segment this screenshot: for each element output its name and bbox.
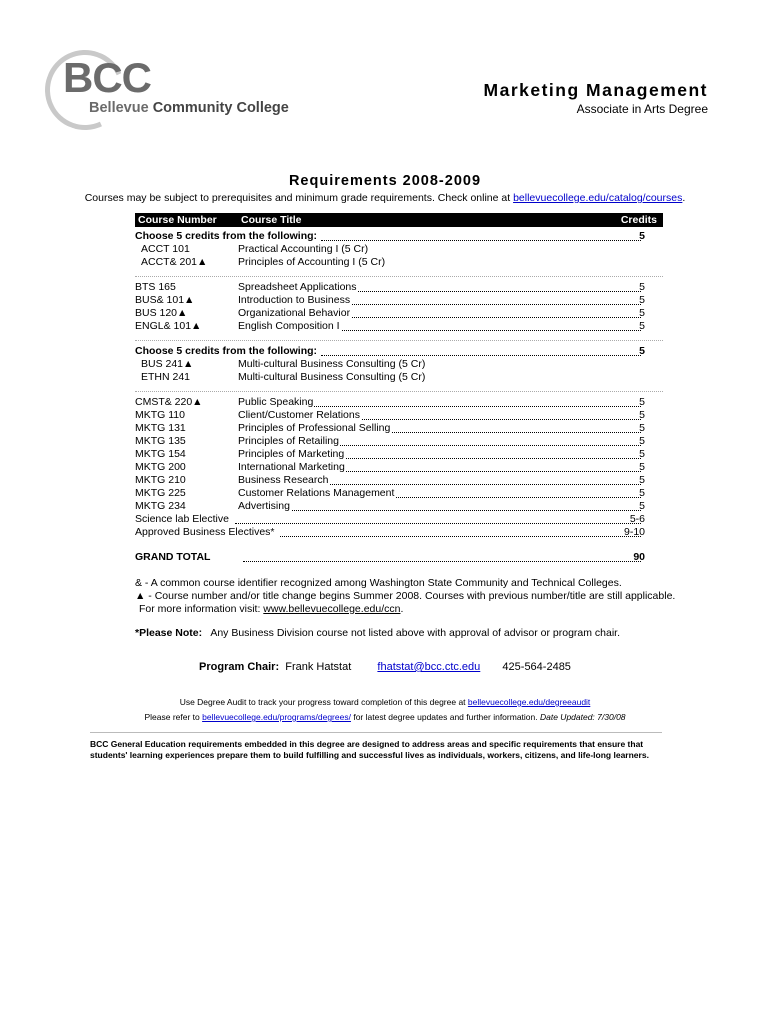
course-credits: 5: [639, 487, 645, 499]
course-title: Principles of Accounting I (5 Cr): [238, 256, 386, 268]
page-subtitle: Associate in Arts Degree: [576, 102, 708, 116]
table-row: [135, 409, 645, 422]
choose-group-2: [135, 345, 645, 358]
header-credits: Credits: [620, 214, 657, 226]
table-row: [135, 435, 645, 448]
refer-suffix: for latest degree updates and further information.: [350, 712, 540, 722]
course-title: Introduction to Business: [238, 294, 351, 306]
grand-total-credits: 90: [633, 551, 645, 563]
course-title: Organizational Behavior: [238, 307, 351, 319]
degree-audit-link[interactable]: bellevuecollege.edu/degreeaudit: [467, 697, 591, 707]
course-code: MKTG 234: [135, 500, 186, 512]
degree-audit-text: Use Degree Audit to track your progress toward completion of this degree at: [179, 697, 468, 707]
group-credits: 5: [639, 345, 645, 357]
table-row: [135, 487, 645, 500]
course-title: Client/Customer Relations: [238, 409, 360, 421]
requirements-note-text: Courses may be subject to prerequisites and minimum grade requirements. Check online at: [84, 192, 514, 204]
please-note-label: *Please Note:: [135, 627, 203, 639]
divider: [135, 340, 663, 341]
course-code: ACCT 101: [141, 243, 190, 255]
logo-college-suffix: Community College: [152, 100, 289, 116]
elective-credits: 9-10: [623, 526, 645, 538]
course-code: MKTG 131: [135, 422, 186, 434]
course-title: Customer Relations Management: [238, 487, 395, 499]
course-title: English Composition I: [238, 320, 340, 332]
table-row: [135, 461, 645, 474]
divider: [135, 276, 663, 277]
course-title: Principles of Retailing: [238, 435, 339, 447]
elective-label: Approved Business Electives*: [135, 526, 275, 538]
table-row: [135, 256, 645, 269]
course-code: MKTG 110: [135, 409, 185, 421]
course-title: Spreadsheet Applications: [238, 281, 357, 293]
divider: [90, 732, 662, 733]
course-code: BUS 120▲: [135, 307, 188, 319]
table-row: [135, 307, 645, 320]
course-code: ACCT& 201▲: [141, 256, 208, 268]
table-row: [135, 448, 645, 461]
logo-abbr: BCC: [63, 54, 151, 101]
grand-total-row: [135, 551, 645, 564]
course-title: Public Speaking: [238, 396, 314, 408]
header-course-number: Course Number: [138, 214, 217, 226]
table-row: [135, 474, 645, 487]
course-credits: 5: [639, 396, 645, 408]
course-credits: 5: [639, 409, 645, 421]
catalog-link[interactable]: bellevuecollege.edu/catalog/courses: [513, 192, 683, 204]
ccn-info: [139, 603, 403, 615]
course-code: BTS 165: [135, 281, 176, 293]
course-credits: 5: [639, 435, 645, 447]
course-code: BUS 241▲: [141, 358, 194, 370]
table-row: [135, 320, 645, 333]
table-row: [135, 371, 645, 384]
table-row: [135, 500, 645, 513]
course-code: ETHN 241: [141, 371, 191, 383]
course-code: CMST& 220▲: [135, 396, 203, 408]
college-logo: [45, 50, 305, 130]
grand-total-label: GRAND TOTAL: [135, 551, 211, 563]
triangle-legend: ▲ - Course number and/or title change begins Summer 2008. Courses with previous number/title are still applicable.: [135, 590, 676, 602]
general-education-note: BCC General Education requirements embedded in this degree are designed to address areas and specific requirements that ensure that students' learning experiences prepare them to build fulfilling and successful lives as individuals, workers, citizens, and life-long learners.: [90, 739, 649, 760]
elective-row: [135, 526, 645, 539]
course-credits: 5: [639, 448, 645, 460]
choose-label: Choose 5 credits from the following:: [135, 345, 318, 357]
refer-text: Please refer to: [144, 712, 203, 722]
course-title: Business Research: [238, 474, 329, 486]
date-updated: Date Updated: 7/30/08: [539, 712, 626, 722]
requirements-note: [0, 192, 770, 204]
ccn-info-suffix: .: [400, 603, 404, 615]
group-credits: 5: [639, 230, 645, 242]
course-credits: 5: [639, 461, 645, 473]
course-title: Principles of Professional Selling: [238, 422, 391, 434]
course-title: Practical Accounting I (5 Cr): [238, 243, 369, 255]
course-code: MKTG 154: [135, 448, 186, 460]
degrees-link[interactable]: bellevuecollege.edu/programs/degrees/: [202, 712, 351, 722]
course-credits: 5: [639, 307, 645, 319]
table-row: [135, 281, 645, 294]
table-header: [135, 213, 663, 227]
table-row: [135, 396, 645, 409]
please-note: [135, 627, 620, 639]
course-code: MKTG 225: [135, 487, 186, 499]
course-code: ENGL& 101▲: [135, 320, 202, 332]
logo-college-prefix: Bellevue: [89, 100, 149, 116]
course-credits: 5: [639, 474, 645, 486]
course-code: BUS& 101▲: [135, 294, 195, 306]
table-row: [135, 358, 645, 371]
chair-phone: 425-564-2485: [502, 661, 571, 673]
elective-credits: 5-6: [629, 513, 645, 525]
course-credits: 5: [639, 320, 645, 332]
degree-audit-note: [0, 697, 770, 707]
divider: [135, 391, 663, 392]
course-credits: 5: [639, 281, 645, 293]
course-title: Multi-cultural Business Consulting (5 Cr): [238, 371, 426, 383]
table-row: [135, 243, 645, 256]
table-row: [135, 294, 645, 307]
chair-name: Frank Hatstat: [285, 661, 352, 673]
choose-label: Choose 5 credits from the following:: [135, 230, 318, 242]
elective-row: [135, 513, 645, 526]
ccn-link[interactable]: www.bellevuecollege.edu/ccn: [263, 603, 401, 615]
header-course-title: Course Title: [241, 214, 302, 226]
program-chair: [0, 661, 770, 673]
choose-group-1: [135, 230, 645, 243]
course-title: International Marketing: [238, 461, 345, 473]
page-title: Marketing Management: [483, 80, 708, 100]
chair-label: Program Chair:: [199, 661, 280, 673]
course-credits: 5: [639, 500, 645, 512]
logo-college-name: [89, 100, 289, 116]
course-code: MKTG 210: [135, 474, 186, 486]
ccn-info-text: For more information visit:: [139, 603, 264, 615]
course-credits: 5: [639, 294, 645, 306]
please-note-text: Any Business Division course not listed above with approval of advisor or program chair.: [210, 627, 621, 639]
course-title: Multi-cultural Business Consulting (5 Cr): [238, 358, 426, 370]
course-credits: 5: [639, 422, 645, 434]
refer-note: [0, 712, 770, 722]
ampersand-legend: & - A common course identifier recognized among Washington State Community and Technical Colleges.: [135, 577, 622, 589]
chair-email-link[interactable]: fhatstat@bcc.ctc.edu: [377, 661, 481, 673]
course-title: Advertising: [238, 500, 290, 512]
course-code: MKTG 135: [135, 435, 186, 447]
requirements-title: Requirements 2008-2009: [288, 173, 482, 189]
requirements-note-suffix: .: [682, 192, 686, 204]
table-row: [135, 422, 645, 435]
course-title: Principles of Marketing: [238, 448, 345, 460]
elective-label: Science lab Elective: [135, 513, 229, 525]
course-code: MKTG 200: [135, 461, 186, 473]
